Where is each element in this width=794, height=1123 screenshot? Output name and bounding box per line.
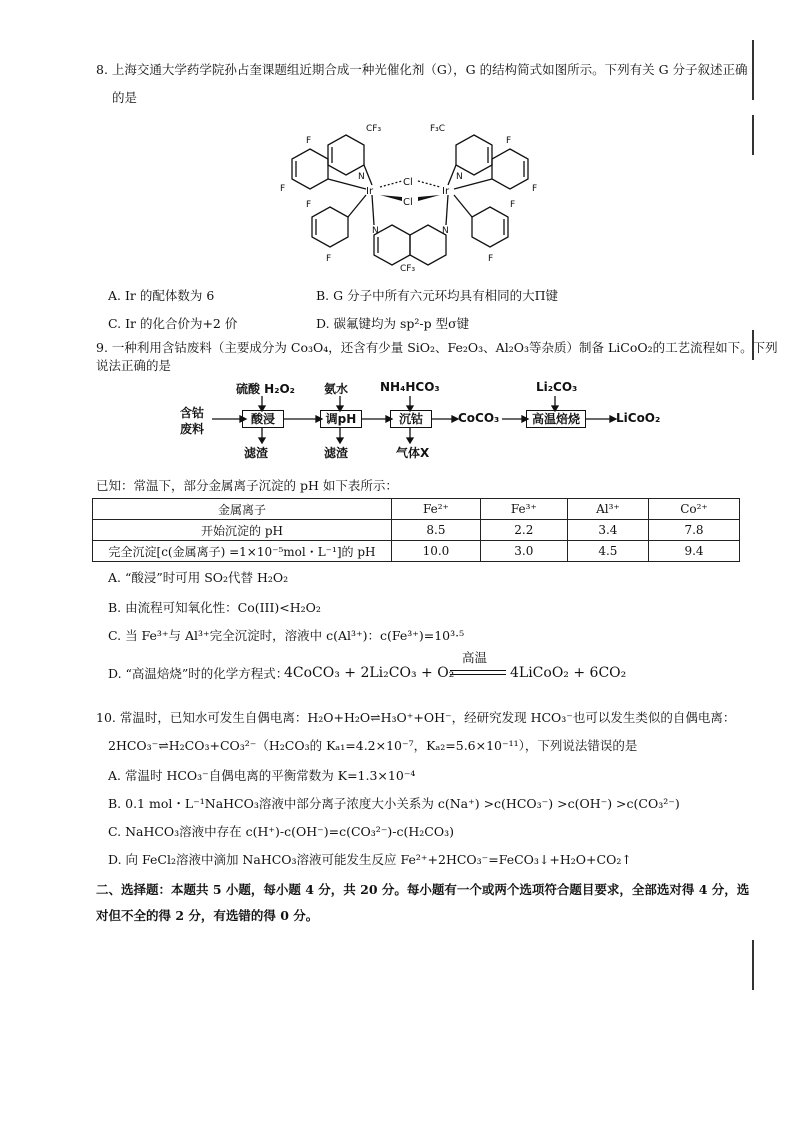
feed-label-top: 含钴 (180, 406, 205, 420)
table-row (93, 541, 740, 562)
cl-atom-label: Cl (403, 197, 413, 208)
ion-ph-table (92, 498, 740, 562)
step2-reagent: 氨水 (324, 382, 349, 396)
cf3-group-label: CF₃ (366, 124, 382, 134)
equation-reactants: 4CoCO₃ + 2Li₂CO₃ + O₂ (284, 665, 455, 681)
q8-option-a[interactable]: A. Ir 的配体数为 6 (108, 288, 215, 303)
table-cell: 7.8 (649, 520, 740, 541)
q10-option-c[interactable]: C. NaHCO₃溶液中存在 c(H⁺)-c(OH⁻)=c(CO₃²⁻)-c(H₂CO₃) (108, 824, 455, 839)
table-cell: 3.4 (567, 520, 648, 541)
f-atom-label: F (506, 136, 512, 146)
q9-option-a[interactable]: A. “酸浸”时可用 SO₂代替 H₂O₂ (108, 570, 289, 585)
table-header-cell: Fe²⁺ (392, 499, 481, 520)
q10-option-d[interactable]: D. 向 FeCl₂溶液中滴加 NaHCO₃溶液可能发生反应 Fe²⁺+2HCO₃⁻=FeCO₃↓+H₂O+CO₂↑ (108, 852, 632, 867)
equation-products: 4LiCoO₂ + 6CO₂ (510, 665, 627, 681)
step4-box: 高温焙烧 (526, 410, 586, 428)
reaction-condition: 高温 (462, 650, 488, 665)
flow-arrows (180, 378, 660, 468)
n-atom-label: N (372, 226, 379, 236)
margin-edge-line (752, 115, 754, 155)
f-atom-label: F (510, 200, 516, 210)
step3-box: 沉钴 (390, 410, 432, 428)
table-cell: 9.4 (649, 541, 740, 562)
q9-option-d-prefix: D. “高温焙烧”时的化学方程式： (108, 666, 289, 681)
equation-equals-sign (450, 670, 506, 675)
q9-known-text: 已知：常温下，部分金属离子沉淀的 pH 如下表所示： (96, 478, 398, 493)
ir-atom-label: Ir (366, 186, 374, 197)
q9-option-c[interactable]: C. 当 Fe³⁺与 Al³⁺完全沉淀时，溶液中 c(Al³⁺)：c(Fe³⁺)=10³·⁵ (108, 628, 465, 643)
table-row (93, 520, 740, 541)
n-atom-label: N (456, 172, 463, 182)
table-header-cell: Al³⁺ (567, 499, 648, 520)
f-atom-label: F (488, 254, 494, 264)
q10-option-a[interactable]: A. 常温时 HCO₃⁻自偶电离的平衡常数为 K=1.3×10⁻⁴ (108, 768, 416, 783)
mid-product: CoCO₃ (458, 411, 500, 425)
f-atom-label: F (306, 136, 312, 146)
q9-stem-line2: 说法正确的是 (96, 358, 172, 373)
margin-edge-line (752, 40, 754, 100)
n-atom-label: N (442, 226, 449, 236)
f3c-group-label: F₃C (430, 124, 446, 134)
q8-option-d[interactable]: D. 碳氟键均为 sp²-p 型σ键 (316, 316, 470, 331)
table-cell: 8.5 (392, 520, 481, 541)
step1-box: 酸浸 (242, 410, 284, 428)
table-cell: 10.0 (392, 541, 481, 562)
n-atom-label: N (358, 172, 365, 182)
section2-heading-line2: 对但不全的得 2 分，有选错的得 0 分。 (96, 908, 319, 923)
table-cell: 4.5 (567, 541, 648, 562)
step1-reagent: 硫酸 H₂O₂ (236, 382, 295, 396)
step4-reagent: Li₂CO₃ (536, 380, 578, 394)
q9-process-flow (180, 378, 660, 468)
table-cell: 开始沉淀的 pH (93, 520, 392, 541)
f-atom-label: F (326, 254, 332, 264)
feed-label-bottom: 废料 (180, 422, 205, 436)
q8-stem-line1: 8. 上海交通大学药学院孙占奎课题组近期合成一种光催化剂（G），G 的结构简式如图所示。下列有关 G 分子叙述正确 (96, 62, 748, 77)
cf3-group-label: CF₃ (400, 264, 416, 274)
table-cell: 2.2 (480, 520, 567, 541)
q8-option-c[interactable]: C. Ir 的化合价为+2 价 (108, 316, 238, 331)
f-atom-label: F (280, 184, 286, 194)
table-cell: 3.0 (480, 541, 567, 562)
step2-box: 调pH (320, 410, 362, 428)
table-header-row (93, 499, 740, 520)
step3-gas: 气体X (396, 446, 430, 460)
cl-atom-label: Cl (403, 177, 413, 188)
table-header-cell: 金属离子 (93, 499, 392, 520)
table-header-cell: Fe³⁺ (480, 499, 567, 520)
q9-stem-line1: 9. 一种利用含钴废料（主要成分为 Co₃O₄，还含有少量 SiO₂、Fe₂O₃、Al₂O₃等杂质）制备 LiCoO₂的工艺流程如下。下列 (96, 340, 778, 355)
margin-edge-line (752, 940, 754, 990)
q8-structure-diagram (260, 115, 560, 275)
q8-option-b[interactable]: B. G 分子中所有六元环均具有相同的大Π键 (316, 288, 558, 303)
step2-residue: 滤渣 (324, 446, 349, 460)
q8-stem-line2: 的是 (112, 90, 138, 105)
f-atom-label: F (532, 184, 538, 194)
f-atom-label: F (306, 200, 312, 210)
section2-heading-line1: 二、选择题：本题共 5 小题，每小题 4 分，共 20 分。每小题有一个或两个选项符合题目要求，全部选对得 4 分，选 (96, 882, 750, 897)
final-product: LiCoO₂ (616, 411, 661, 425)
step3-reagent: NH₄HCO₃ (380, 380, 440, 394)
q10-option-b[interactable]: B. 0.1 mol・L⁻¹NaHCO₃溶液中部分离子浓度大小关系为 c(Na⁺) >c(HCO₃⁻) >c(OH⁻) >c(CO₃²⁻) (108, 796, 680, 811)
table-cell: 完全沉淀[c(金属离子) =1×10⁻⁵mol・L⁻¹]的 pH (93, 541, 392, 562)
q10-stem-line1: 10. 常温时，已知水可发生自偶电离：H₂O+H₂O⇌H₃O⁺+OH⁻，经研究发现 HCO₃⁻也可以发生类似的自偶电离： (96, 710, 736, 725)
q9-option-b[interactable]: B. 由流程可知氧化性：Co(III)<H₂O₂ (108, 600, 321, 615)
q10-stem-line2: 2HCO₃⁻⇌H₂CO₃+CO₃²⁻（H₂CO₃的 Kₐ₁=4.2×10⁻⁷，Kₐ₂=5.6×10⁻¹¹），下列说法错误的是 (108, 738, 638, 753)
step1-residue: 滤渣 (244, 446, 269, 460)
table-header-cell: Co²⁺ (649, 499, 740, 520)
ir-atom-label: Ir (442, 186, 450, 197)
q9-option-d[interactable] (108, 650, 668, 686)
